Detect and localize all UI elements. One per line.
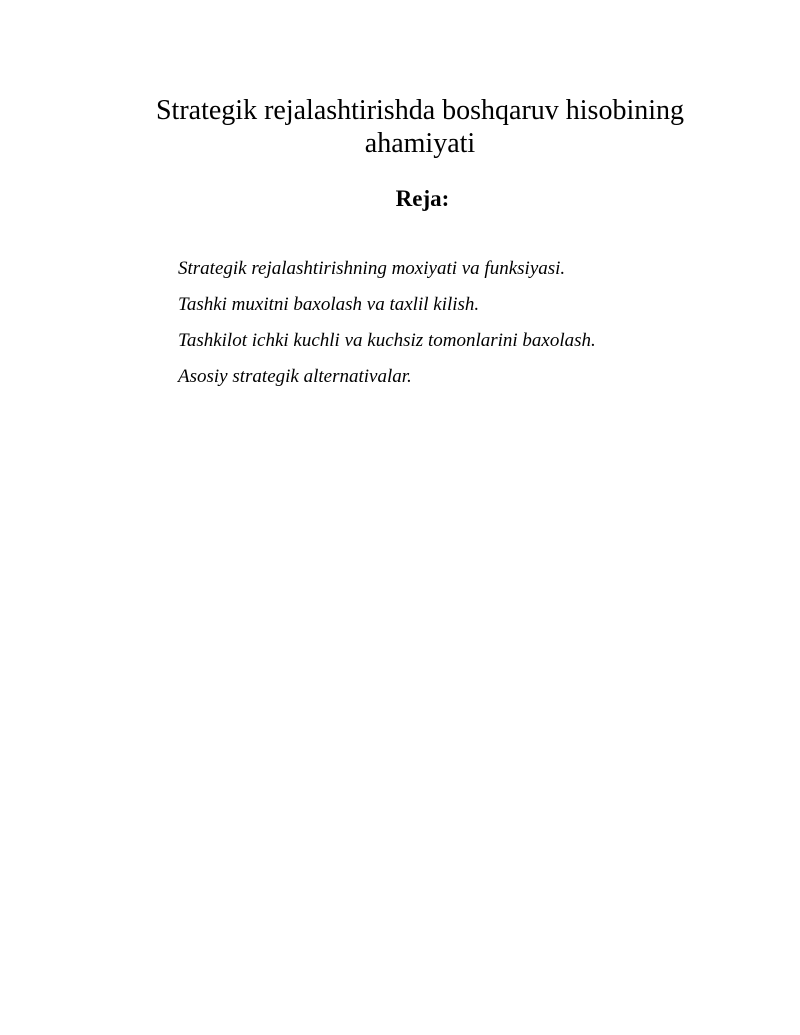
title-line-2: ahamiyati (364, 128, 476, 159)
plan-item: Tashkilot ichki kuchli va kuchsiz tomonlarini baxolash. (178, 330, 596, 351)
plan-item: Asosiy strategik alternativalar. (178, 366, 412, 387)
plan-item: Strategik rejalashtirishning moxiyati va funksiyasi. (178, 258, 566, 279)
page-title (130, 94, 710, 160)
plan-heading: Reja: (395, 186, 450, 211)
title-line-1: Strategik rejalashtirishda boshqaruv hisobining (155, 95, 685, 126)
plan-list (178, 251, 596, 395)
plan-item: Tashki muxitni baxolash va taxlil kilish. (178, 294, 480, 315)
